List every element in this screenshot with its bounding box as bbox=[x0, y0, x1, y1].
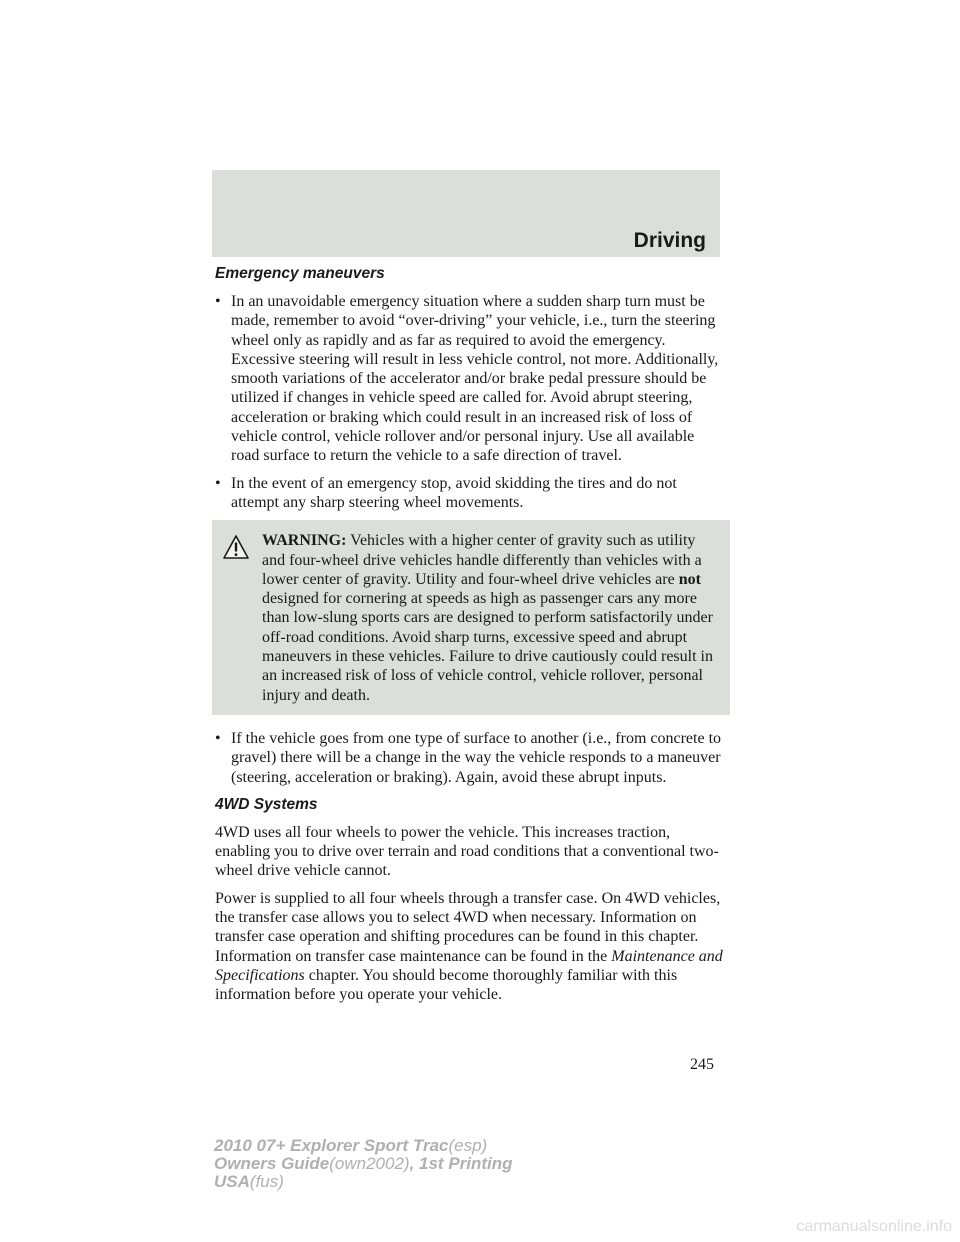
warning-text-part-1: Vehicles with a higher center of gravity such as utility and four-wheel drive vehicles handle differently than vehicles with a lower center of gravity. Utility and four-wheel drive vehicles are bbox=[262, 532, 702, 588]
warning-box bbox=[212, 520, 730, 715]
footer-line-3 bbox=[214, 1173, 513, 1191]
footer-market: USA bbox=[214, 1172, 250, 1191]
footer-line-1 bbox=[214, 1137, 513, 1155]
footer-model: 2010 07+ Explorer Sport Trac bbox=[214, 1136, 449, 1155]
page-number: 245 bbox=[690, 1056, 714, 1073]
watermark: carmanualsonline.info bbox=[796, 1218, 952, 1235]
paragraph-text-part-2: chapter. You should become thoroughly familiar with this information before you operate your vehicle. bbox=[215, 966, 678, 1004]
bullet-text: If the vehicle goes from one type of surface to another (i.e., from concrete to gravel) there will be a change in the way the vehicle responds to a maneuver (steering, acceleration or braking). Again, avoid these abrupt inputs. bbox=[231, 729, 722, 786]
heading-emergency-maneuvers: Emergency maneuvers bbox=[215, 265, 385, 282]
warning-text bbox=[215, 531, 722, 705]
chapter-header-band bbox=[212, 170, 720, 257]
footer-guide: Owners Guide bbox=[214, 1154, 330, 1173]
bullet-item bbox=[215, 729, 725, 787]
warning-triangle-icon bbox=[222, 534, 250, 560]
bullet-text: In an unavoidable emergency situation where a sudden sharp turn must be made, remember to avoid “over-driving” your vehicle, i.e., turn the steering wheel only as rapidly and as far as required to avoid the emergency. Excessive steering will result in less vehicle control, not more. Additionally, smooth variations of the accelerator and/or brake pedal pressure should be utilized if changes in vehicle speed are called for. Avoid abrupt steering, acceleration or braking which could result in an increased risk of loss of vehicle control, vehicle rollover and/or personal injury. Use all available road surface to return the vehicle to a safe direction of travel. bbox=[231, 293, 719, 465]
warning-label: WARNING: bbox=[262, 532, 347, 550]
print-footer bbox=[214, 1137, 513, 1191]
bullet-dot: • bbox=[215, 729, 221, 747]
footer-guide-code: (own2002) bbox=[329, 1154, 410, 1173]
paragraph: 4WD uses all four wheels to power the vehicle. This increases traction, enabling you to drive over terrain and road conditions that a conventional two-wheel drive vehicle cannot. bbox=[215, 823, 719, 880]
bullet-dot: • bbox=[215, 474, 221, 492]
bullet-dot: • bbox=[215, 293, 221, 310]
footer-printing: , 1st Printing bbox=[409, 1154, 513, 1173]
bullet-item bbox=[215, 292, 725, 466]
chapter-reference: Maintenance and Specifications bbox=[215, 947, 723, 984]
page-content bbox=[215, 264, 725, 1013]
warning-text-part-2: designed for cornering at speeds as high as passenger cars any more than low-slung sports cars are designed to perform satisfactorily under off-road conditions. Avoid sharp turns, excessive speed and abrupt maneuvers in these vehicles. Failure to drive cautiously could result in an increased risk of loss of vehicle control, vehicle rollover, personal injury and death. bbox=[262, 590, 713, 704]
paragraph-text-part-1: Power is supplied to all four wheels through a transfer case. On 4WD vehicles, the transfer case allows you to select 4WD when necessary. Information on transfer case operation and shifting procedures can be found in this chapter. Information on transfer case maintenance can be found in the bbox=[215, 889, 721, 965]
paragraph bbox=[215, 889, 725, 1005]
warning-emphasis: not bbox=[678, 570, 701, 588]
footer-line-2 bbox=[214, 1155, 513, 1173]
footer-market-code: (fus) bbox=[249, 1172, 284, 1191]
chapter-title: Driving bbox=[633, 229, 706, 252]
heading-4wd-systems: 4WD Systems bbox=[215, 795, 318, 813]
bullet-text: In the event of an emergency stop, avoid skidding the tires and do not attempt any sharp steering wheel movements. bbox=[231, 474, 677, 511]
bullet-item bbox=[215, 474, 725, 513]
footer-model-code: (esp) bbox=[448, 1136, 488, 1155]
